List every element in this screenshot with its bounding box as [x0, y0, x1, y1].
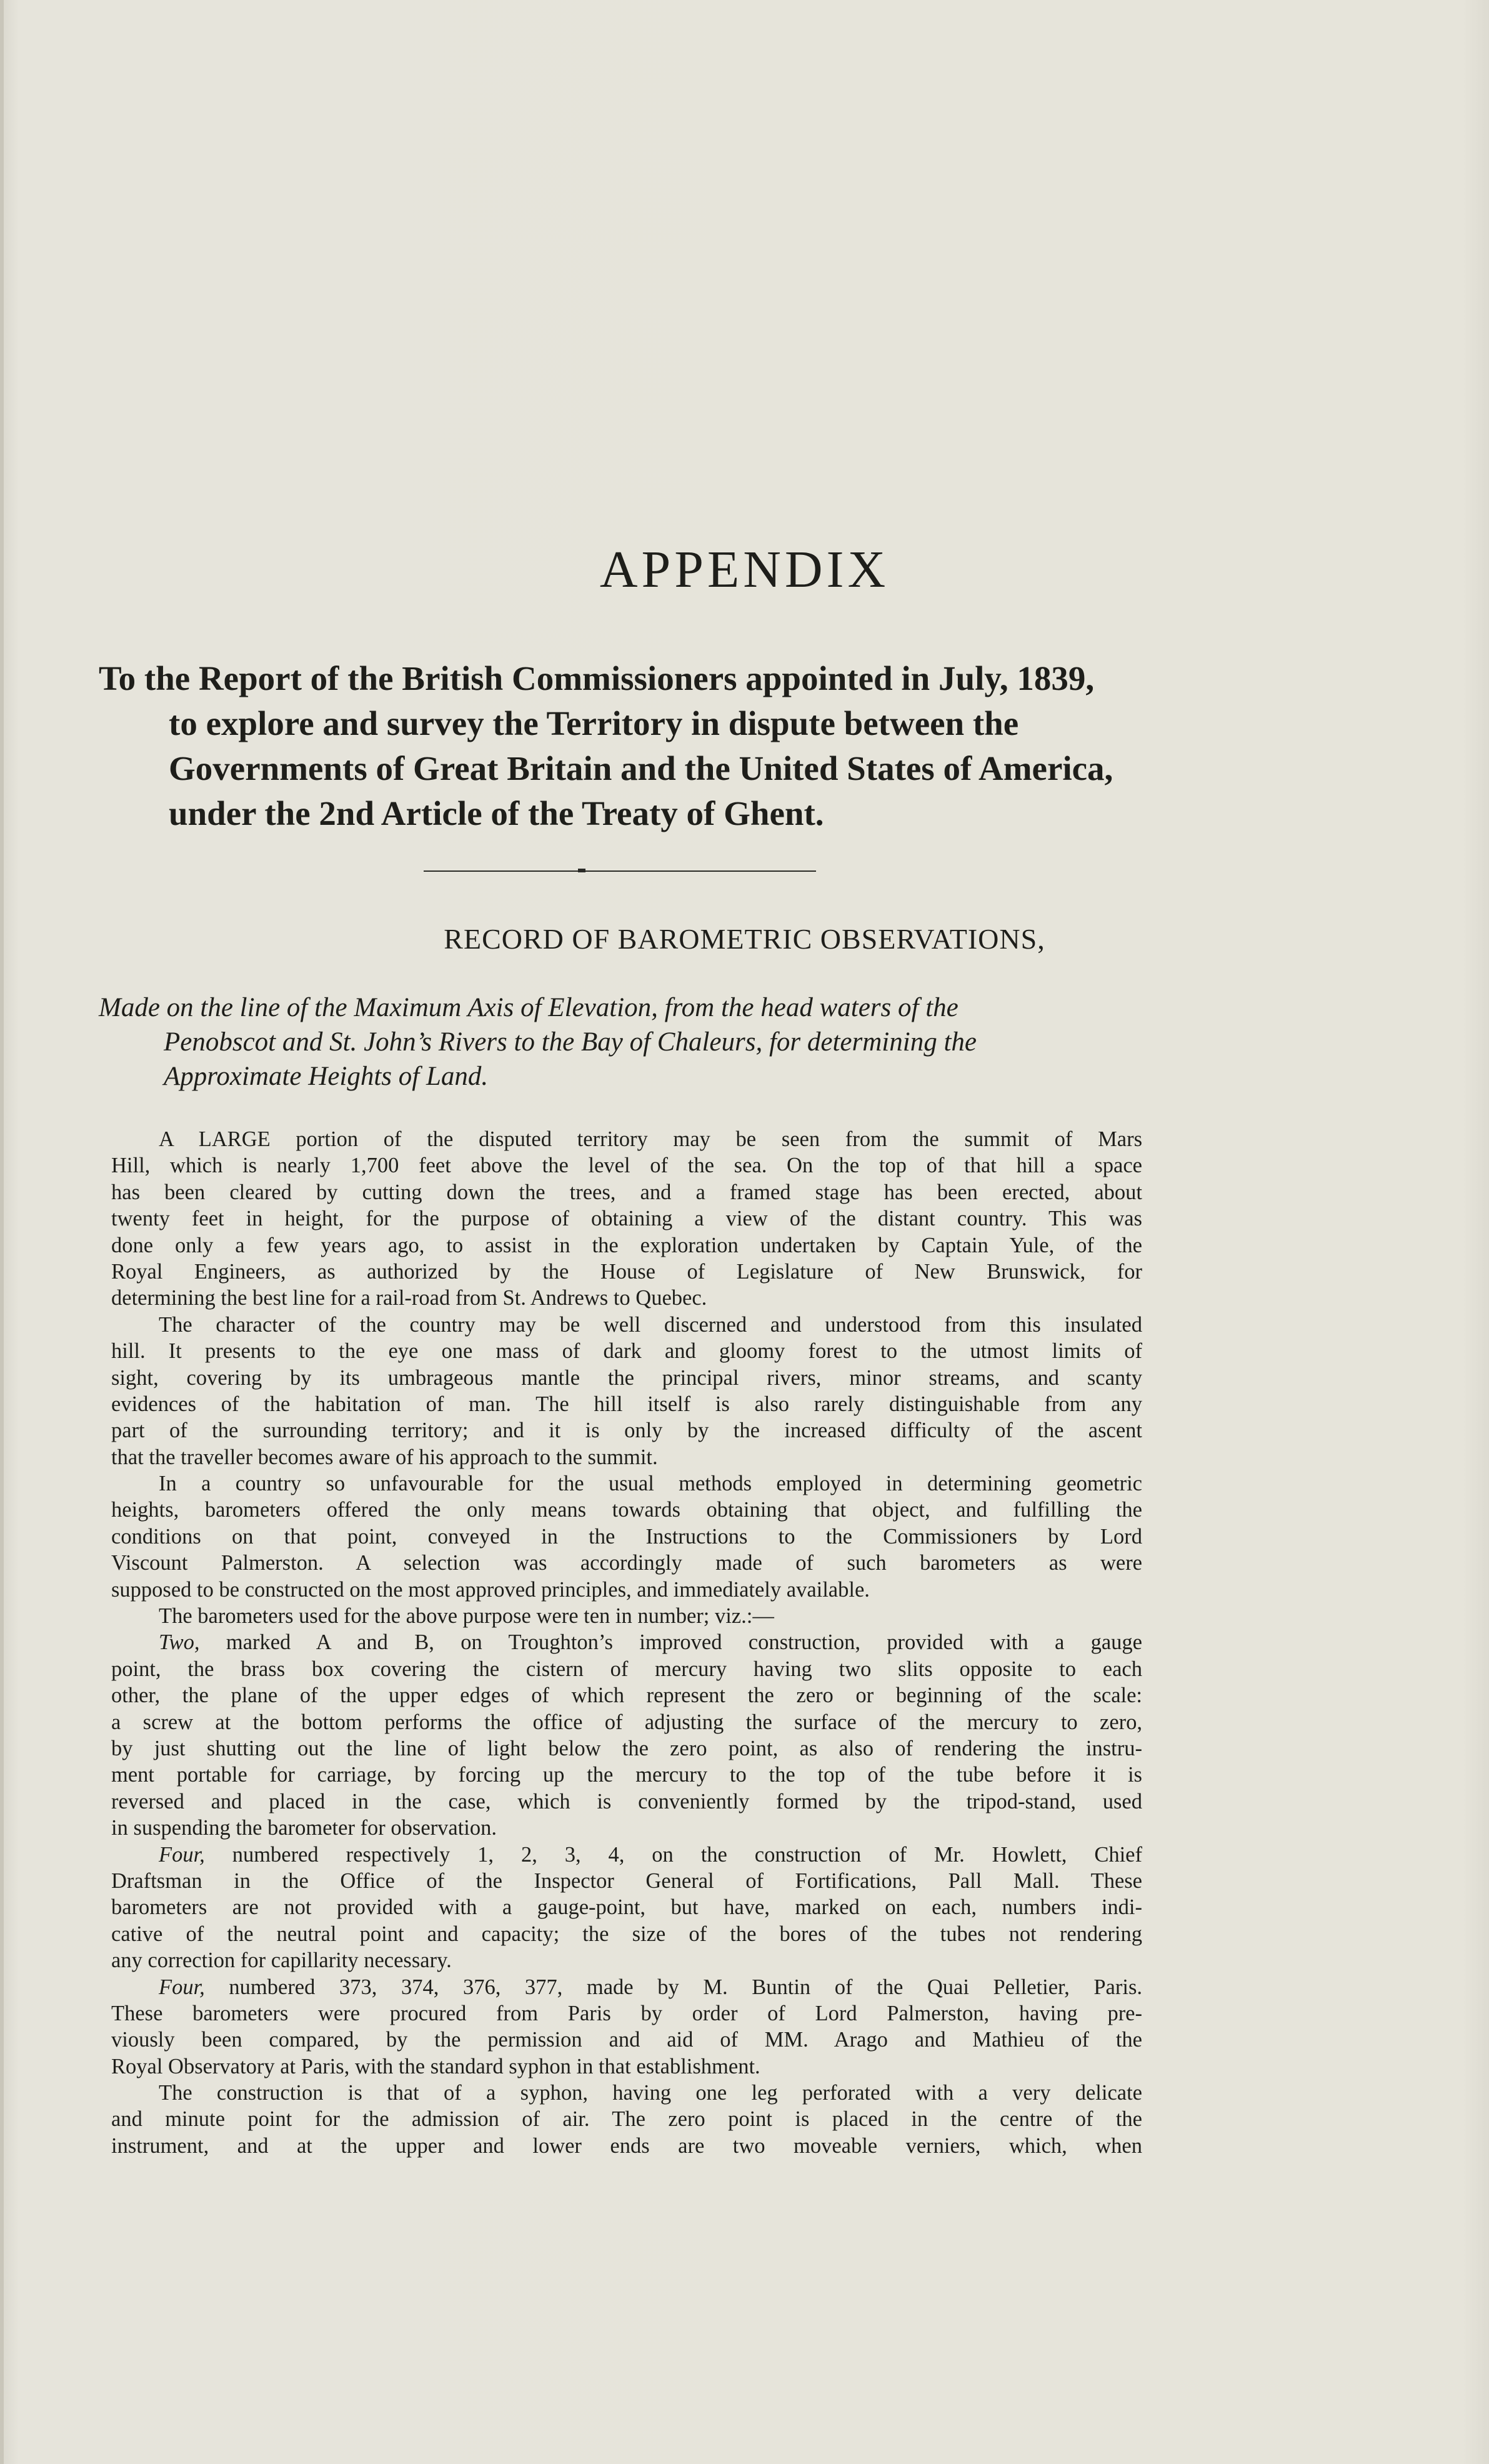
body-line: barometers are not provided with a gauge-point, but have, marked on each, numbers indi-	[111, 1895, 1142, 1920]
body-line: Royal Engineers, as authorized by the House of Legislature of New Brunswick, for	[111, 1259, 1142, 1284]
italic-lead-word: Two,	[159, 1630, 200, 1655]
body-line: evidences of the habitation of man. The hill itself is also rarely distinguishable from any	[111, 1392, 1142, 1416]
binding-edge	[0, 0, 4, 2464]
report-title-line: to explore and survey the Territory in dispute between the	[169, 704, 1019, 742]
body-line: that the traveller becomes aware of his approach to the summit.	[111, 1445, 658, 1469]
body-line: The barometers used for the above purpose were ten in number; viz.:—	[159, 1604, 774, 1629]
body-line: These barometers were procured from Paris by order of Lord Palmerston, having pre-	[111, 2001, 1142, 2025]
body-line: point, the brass box covering the cistern of mercury having two slits opposite to each	[111, 1657, 1142, 1681]
body-line: The construction is that of a syphon, having one leg perforated with a very delicate	[159, 2081, 1142, 2105]
body-line: Hill, which is nearly 1,700 feet above the level of the sea. On the top of that hill a space	[111, 1154, 1142, 1178]
body-line: supposed to be constructed on the most approved principles, and immediately available.	[111, 1577, 870, 1602]
body-text	[111, 1126, 1142, 2159]
body-line: cative of the neutral point and capacity; the size of the bores of the tubes not rendering	[111, 1922, 1142, 1946]
body-line: The character of the country may be well discerned and understood from this insulated	[159, 1312, 1142, 1337]
body-line: Draftsman in the Office of the Inspector General of Fortifications, Pall Mall. These	[111, 1868, 1142, 1893]
body-line: in suspending the barometer for observation.	[111, 1816, 497, 1840]
body-line: twenty feet in height, for the purpose of obtaining a view of the distant country. This was	[111, 1207, 1142, 1231]
section-divider	[424, 870, 816, 872]
body-line: Four, numbered respectively 1, 2, 3, 4, on the construction of Mr. Howlett, Chief	[159, 1842, 1142, 1867]
report-title-line: To the Report of the British Commissioners appointed in July, 1839,	[99, 659, 1095, 697]
body-line: instrument, and at the upper and lower ends are two moveable verniers, which, when	[111, 2133, 1142, 2158]
section-heading: RECORD OF BAROMETRIC OBSERVATIONS,	[444, 923, 1045, 955]
body-line: Royal Observatory at Paris, with the standard syphon in that establishment.	[111, 2054, 760, 2078]
body-line: and minute point for the admission of air. The zero point is placed in the centre of the	[111, 2107, 1142, 2132]
body-line: any correction for capillarity necessary.	[111, 1948, 452, 1973]
body-line: Four, numbered 373, 374, 376, 377, made by M. Buntin of the Quai Pelletier, Paris.	[159, 1975, 1142, 1999]
report-title-line: Governments of Great Britain and the United States of America,	[169, 749, 1113, 787]
body-line: other, the plane of the upper edges of which represent the zero or beginning of the scale:	[111, 1683, 1142, 1708]
body-line: a screw at the bottom performs the office of adjusting the surface of the mercury to zero,	[111, 1710, 1142, 1734]
body-line: reversed and placed in the case, which is conveniently formed by the tripod-stand, used	[111, 1789, 1142, 1813]
body-line: Viscount Palmerston. A selection was accordingly made of such barometers as were	[111, 1551, 1142, 1575]
body-line: determining the best line for a rail-road from St. Andrews to Quebec.	[111, 1286, 707, 1310]
italic-lead-word: Four,	[159, 1975, 205, 1999]
body-line: A LARGE portion of the disputed territory may be seen from the summit of Mars	[159, 1127, 1142, 1151]
subtitle-line: Made on the line of the Maximum Axis of Elevation, from the head waters of the	[99, 993, 959, 1022]
appendix-heading: APPENDIX	[599, 541, 890, 599]
italic-lead-word: Four,	[159, 1842, 205, 1867]
subtitle-line: Penobscot and St. John’s Rivers to the Bay of Chaleurs, for determining the	[164, 1027, 977, 1057]
section-divider-ornament	[578, 869, 585, 872]
section-subtitle	[99, 990, 1173, 1094]
body-line: viously been compared, by the permission and aid of MM. Arago and Mathieu of the	[111, 2028, 1142, 2052]
body-line: heights, barometers offered the only means towards obtaining that object, and fulfilling the	[111, 1498, 1142, 1522]
body-line: by just shutting out the line of light below the zero point, as also of rendering the instru-	[111, 1736, 1142, 1760]
report-title	[99, 656, 1186, 836]
report-title-line: under the 2nd Article of the Treaty of Ghent.	[169, 794, 824, 832]
body-line: part of the surrounding territory; and it is only by the increased difficulty of the ascent	[111, 1419, 1142, 1443]
body-line: Two, marked A and B, on Troughton’s improved construction, provided with a gauge	[159, 1630, 1142, 1655]
body-line: has been cleared by cutting down the trees, and a framed stage has been erected, about	[111, 1180, 1142, 1204]
body-line: hill. It presents to the eye one mass of dark and gloomy forest to the utmost limits of	[111, 1339, 1142, 1364]
body-line: In a country so unfavourable for the usual methods employed in determining geometric	[159, 1472, 1142, 1496]
body-line: ment portable for carriage, by forcing up the mercury to the top of the tube before it is	[111, 1763, 1142, 1787]
body-line: conditions on that point, conveyed in the Instructions to the Commissioners by Lord	[111, 1524, 1142, 1549]
body-line: done only a few years ago, to assist in the exploration undertaken by Captain Yule, of the	[111, 1233, 1142, 1257]
body-line: sight, covering by its umbrageous mantle the principal rivers, minor streams, and scanty	[111, 1365, 1142, 1390]
subtitle-line: Approximate Heights of Land.	[164, 1062, 489, 1091]
